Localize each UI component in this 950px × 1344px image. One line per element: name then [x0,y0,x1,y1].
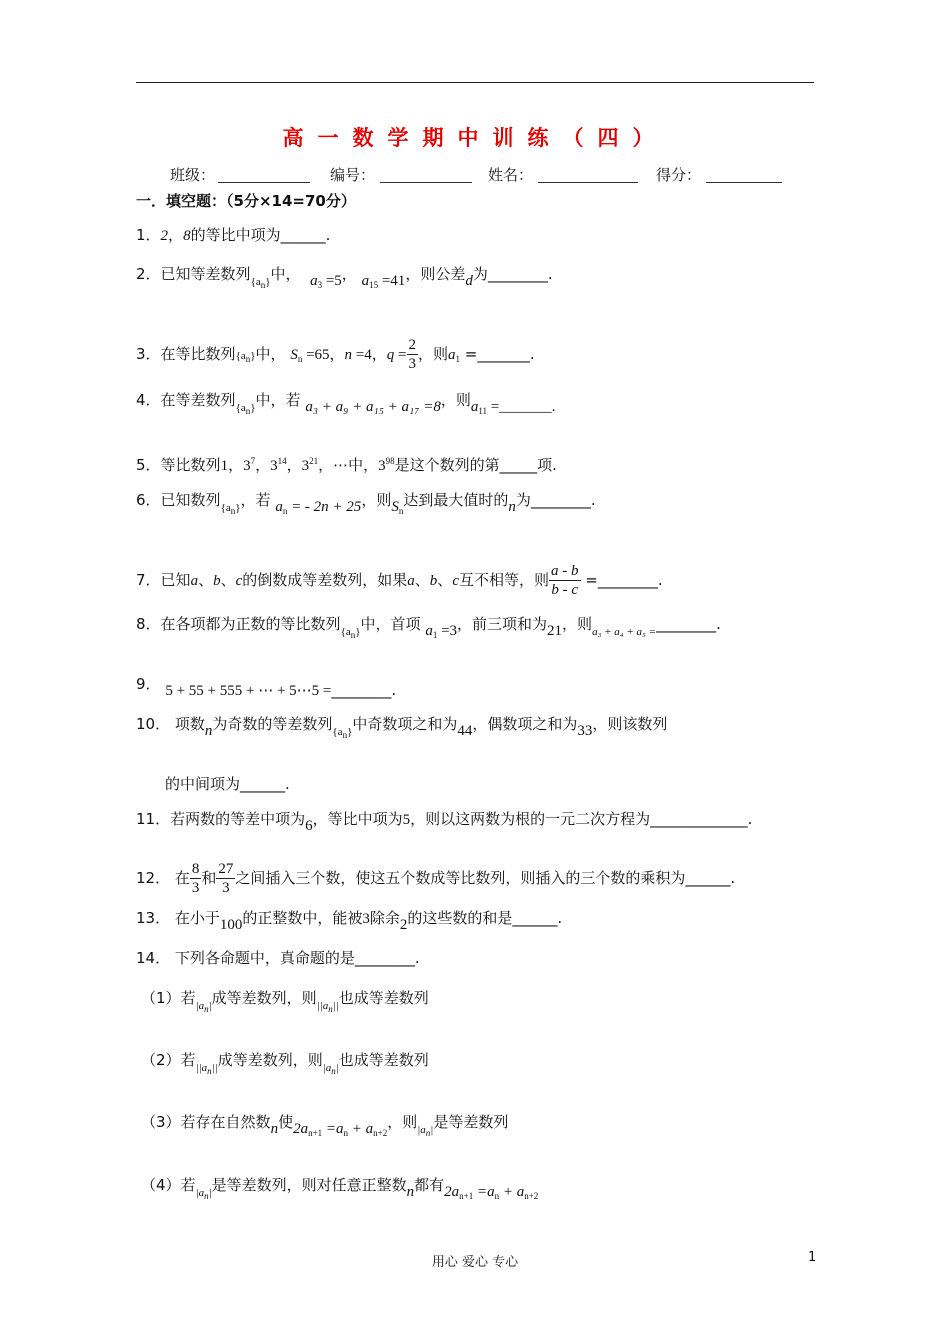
question-text: 在等比数列 [160,345,236,363]
question-text: 的倒数成等差数列，如果 [242,571,408,589]
question-number: 6． [136,491,161,509]
option-text: 都有 [414,1176,445,1194]
question-number: 13． [136,909,171,927]
option-text: 若存在自然数 [180,1113,271,1131]
question-text: 的等比中项为______. [190,226,331,244]
question-text: 达到最大值时的 [403,491,509,509]
question-9 [136,674,397,699]
question-6 [136,490,596,515]
question-text: ，则 [361,491,392,509]
math-value: 100 [219,917,243,933]
question-text: 已知等差数列 [160,265,251,283]
question-text: ，若 [240,491,271,509]
question-number: 10． [136,715,171,733]
fraction-two-thirds: $\frac{2}{3}$ [408,337,416,372]
term-a11: $a_{11}$ =_______. [470,399,556,416]
question-text: 中， [270,265,301,283]
question-text: 中奇数项之和为 [352,715,458,733]
math-var: n [204,723,213,739]
separator: ， [286,456,302,474]
option-tag: （2） [141,1051,181,1069]
sequence-notation: {an} [235,402,256,416]
question-text: 在小于 [174,909,220,927]
question-number: 8． [136,615,161,633]
sequence-notation: {an} [250,276,271,290]
question-2 [136,264,553,289]
question-text: 中，若 [255,391,301,409]
sum-expression: a₃ + a₉ + a₁₅ + a₁₇ =8 [305,399,441,415]
class-label: 班级： [170,166,216,184]
term-q: q = [386,347,407,363]
answer-blank: ________. [656,615,721,633]
abs-sequence: |an| [417,1124,434,1138]
header-rule [136,82,814,83]
question-number: 11． [136,810,171,828]
option-text: 是等差数列 [433,1113,509,1131]
question-text: ，则 [562,615,593,633]
option-text: 也成等差数列 [338,989,429,1007]
abs-sequence: |an| [195,1000,212,1014]
answer-blank: ，则以这两数为根的一元二次方程为_____________. [410,810,753,828]
number-blank [380,182,472,183]
math-value: 21 [547,623,563,639]
option-text: 也成等差数列 [338,1051,429,1069]
name-label: 姓名： [488,166,534,184]
question-number: 2． [136,265,161,283]
abs-sequence: |an| [195,1187,212,1201]
math-value: 8 [183,228,191,244]
footer-motto: 用心 爱心 专心 [431,1255,519,1270]
power-3-7: $3^7$ [243,456,256,474]
option-text: 若 [180,1176,196,1194]
question-number: 5． [136,456,161,474]
question-14 [136,948,420,968]
math-value: 1 [220,458,229,474]
separator: ， [329,345,345,363]
math-var: d [465,273,473,289]
answer-blank: =_______. [460,345,535,363]
question-10-line-2: 的中间项为______. [165,775,290,793]
math-value: 44 [457,723,473,739]
question-13 [136,908,563,933]
answer-blank: =________. [580,571,663,589]
score-blank [706,182,782,183]
option-text: 使 [278,1113,294,1131]
math-var: n [270,1121,279,1137]
abs-abs-sequence: ||an|| [195,1062,218,1076]
question-text: ，则 [418,345,449,363]
question-number: 12． [136,869,171,887]
power-3-21: $3^{21}$ [301,456,319,474]
math-value: 2 [399,917,408,933]
answer-blank: 是这个数列的第_____项. [394,456,557,474]
separator: ， [371,345,387,363]
question-text: ，等比中项为 [312,810,403,828]
class-blank [218,182,310,183]
question-text: 已知数列 [160,491,221,509]
math-value: 33 [577,723,593,739]
question-number: 3． [136,345,161,363]
question-text: ，则该数列 [592,715,668,733]
fraction-eight-thirds: $\frac{8}{3}$ [191,861,200,896]
question-text: 互不相等，则 [458,571,549,589]
math-value: 2 [160,228,169,244]
option-1 [141,988,429,1013]
option-3 [141,1112,508,1137]
number-label: 编号： [330,166,376,184]
fraction-27-thirds: $\frac{27}{3}$ [218,861,234,896]
page-title: 高一数学期中训练（四） [282,126,668,150]
option-tag: （4） [141,1176,181,1194]
question-text: 在各项都为正数的等比数列 [160,615,341,633]
option-4 [141,1175,538,1200]
term-sn: $S_n$ [391,499,404,516]
question-7: 7．已知a、b、c的倒数成等差数列，如果a、b、c互不相等，则 $\frac{a - b}{b - c}$ =________. [136,563,663,598]
name-blank [538,182,638,183]
power-3-14: $3^{14}$ [270,456,287,474]
question-text: 在等差数列 [160,391,236,409]
option-tag: （3） [141,1113,181,1131]
math-var: n [508,499,516,515]
question-text: 为奇数的等差数列 [212,715,333,733]
option-tag: （1） [141,989,181,1007]
option-text: 若 [180,989,196,1007]
math-value: 3 [362,911,370,927]
question-11 [136,809,753,834]
question-8 [136,614,721,639]
answer-blank: 之间插入三个数，使这五个数成等比数列，则插入的三个数的乘积为______. [235,869,736,887]
sequence-notation: $\{a_n\}$ [235,350,256,364]
question-text: 中， [255,345,286,363]
question-text: 项数 [174,715,205,733]
question-number: 1． [136,226,161,244]
question-text: 中，首项 [360,615,421,633]
sum-expression: a₃ + a₄ + a₅ = [592,626,657,638]
math-var: n [406,1184,415,1200]
term-a1: $a_1 =3$ [425,623,458,640]
term-sn: $S_n =65$ [290,347,330,364]
question-text: 的正整数中，能被 [242,909,363,927]
question-text: 已知 [160,571,191,589]
section-heading: 一．填空题：（5分×14=70分） [136,192,356,210]
sum-expression: 5 + 55 + 555 + ⋯ + 5⋯5 = [165,683,332,699]
sequence-notation: {an} [220,502,241,516]
term-a15: $a_{15} =41$ [361,273,406,290]
option-text: 成等差数列，则 [211,989,317,1007]
answer-blank: ________. [331,681,397,699]
separator: ， [341,265,357,283]
question-number: 7． [136,571,161,589]
score-label: 得分： [656,166,702,184]
abs-sequence: |an| [322,1062,339,1076]
option-text: ，则 [387,1113,418,1131]
answer-blank: 的这些数的和是______. [407,909,563,927]
term-a3: $a_3 =5$ [310,273,342,290]
question-text: ，则 [440,391,471,409]
question-3 [136,336,535,373]
question-text: 下列各命题中，真命题的是________. [174,949,420,967]
separator: ， [168,226,184,244]
question-12 [136,860,735,897]
separator: ， [228,456,244,474]
option-text: 成等差数列，则 [217,1051,323,1069]
answer-blank: 为________. [515,491,596,509]
question-text: ，则公差 [405,265,466,283]
term-a1: $a_1$ [448,347,461,364]
question-text: 若两数的等差中项为 [170,810,306,828]
question-4 [136,390,556,415]
question-text: 等比数列 [160,456,221,474]
term-n: n =4 [344,347,372,363]
separator: ， [255,456,271,474]
question-5 [136,451,557,476]
question-10 [136,714,667,739]
sequence-notation: {an} [332,726,353,740]
question-text: ，前三项和为 [457,615,548,633]
math-value: 6 [305,818,313,834]
recurrence-expression: $2a_{n+1} =a_n + a_{n+2}$ [293,1121,388,1138]
abs-abs-sequence: ||an|| [316,1000,339,1014]
recurrence-expression: $2a_{n+1} =a_n + a_{n+2}$ [444,1184,539,1201]
question-number: 14． [136,949,171,967]
question-text: ，偶数项之和为 [472,715,578,733]
option-2 [141,1050,429,1075]
question-number: 9． [136,675,161,693]
question-1 [136,225,330,246]
option-text: 是等差数列，则对任意正整数 [211,1176,407,1194]
question-text: 在 [174,869,190,887]
math-value: 5 [402,812,411,828]
answer-blank: 为________. [472,265,553,283]
question-text: ，⋯中， [318,456,379,474]
power-3-98: $3^{98}$ [378,456,395,474]
option-text: 若 [180,1051,196,1069]
an-expression: $a_n$ = - 2n + 25 [275,499,362,516]
fraction-ab-bc: $\frac{a - b}{b - c}$ [551,563,579,598]
question-number: 4． [136,391,161,409]
question-text: 除余 [369,909,400,927]
question-text: 和 [201,869,217,887]
page-number: 1 [808,1250,817,1265]
sequence-notation: {an} [340,626,361,640]
